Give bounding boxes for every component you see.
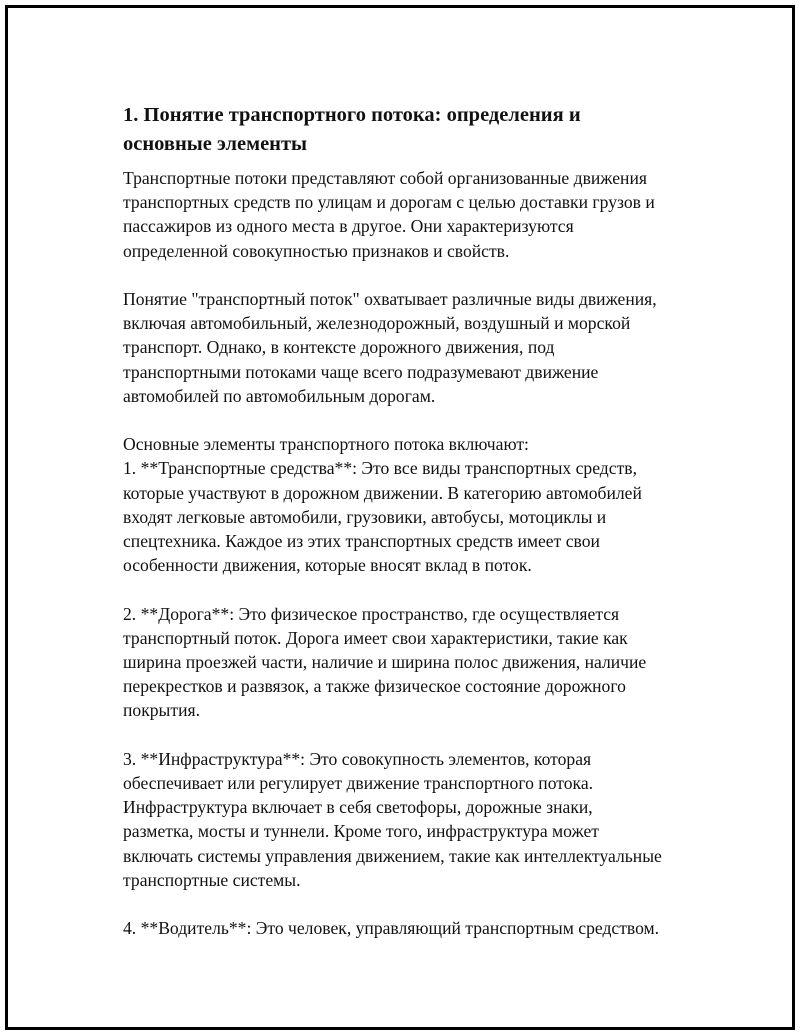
text-line: Инфраструктура включает в себя светофоры, дорожные знаки,: [123, 797, 593, 818]
text-line: Основные элементы транспортного потока включают:: [123, 434, 529, 455]
document-body: [123, 101, 703, 965]
heading-line: основные элементы: [123, 133, 308, 155]
text-line: включая автомобильный, железнодорожный, воздушный и морской: [123, 313, 631, 334]
section-heading: [123, 101, 703, 159]
text-line: включать системы управления движением, такие как интеллектуальные: [123, 845, 662, 866]
paragraph-driver: [123, 916, 703, 940]
text-line: транспорт. Однако, в контексте дорожного движения, под: [123, 337, 555, 358]
text-line: 4. **Водитель**: Это человек, управляющий транспортным средством.: [123, 918, 660, 939]
heading-line: 1. Понятие транспортного потока: определения и: [123, 104, 581, 126]
paragraph-intro: [123, 166, 703, 263]
text-line: которые участвуют в дорожном движении. В категорию автомобилей: [123, 482, 642, 503]
text-line: определенной совокупностью признаков и свойств.: [123, 240, 510, 261]
text-line: спецтехника. Каждое из этих транспортных средств имеет свои: [123, 531, 600, 552]
text-line: особенности движения, которые вносят вклад в поток.: [123, 555, 532, 576]
text-line: транспортные системы.: [123, 869, 301, 890]
text-line: 1. **Транспортные средства**: Это все виды транспортных средств,: [123, 458, 637, 479]
text-line: покрытия.: [123, 700, 200, 721]
paragraph-elements-vehicles: [123, 432, 703, 577]
text-line: автомобилей по автомобильным дорогам.: [123, 385, 436, 406]
paragraph-road: [123, 602, 703, 723]
text-line: 2. **Дорога**: Это физическое пространство, где осуществляется: [123, 603, 620, 624]
paragraph-infrastructure: [123, 747, 703, 892]
text-line: 3. **Инфраструктура**: Это совокупность элементов, которая: [123, 748, 592, 769]
paragraph-concept: [123, 287, 703, 408]
text-line: перекрестков и развязок, а также физическое состояние дорожного: [123, 676, 626, 697]
text-line: транспортными потоками чаще всего подразумевают движение: [123, 361, 599, 382]
text-line: пассажиров из одного места в другое. Они характеризуются: [123, 216, 574, 237]
text-line: разметка, мосты и туннели. Кроме того, инфраструктура может: [123, 821, 599, 842]
text-line: входят легковые автомобили, грузовики, автобусы, мотоциклы и: [123, 506, 607, 527]
text-line: транспортный поток. Дорога имеет свои характеристики, такие как: [123, 627, 628, 648]
text-line: Понятие "транспортный поток" охватывает различные виды движения,: [123, 289, 657, 309]
text-line: обеспечивает или регулирует движение транспортного потока.: [123, 773, 594, 794]
text-line: Транспортные потоки представляют собой организованные движения: [123, 168, 647, 188]
text-line: ширина проезжей части, наличие и ширина полос движения, наличие: [123, 652, 647, 673]
page-frame: [5, 5, 795, 1030]
text-line: транспортных средств по улицам и дорогам с целью доставки грузов и: [123, 192, 655, 213]
